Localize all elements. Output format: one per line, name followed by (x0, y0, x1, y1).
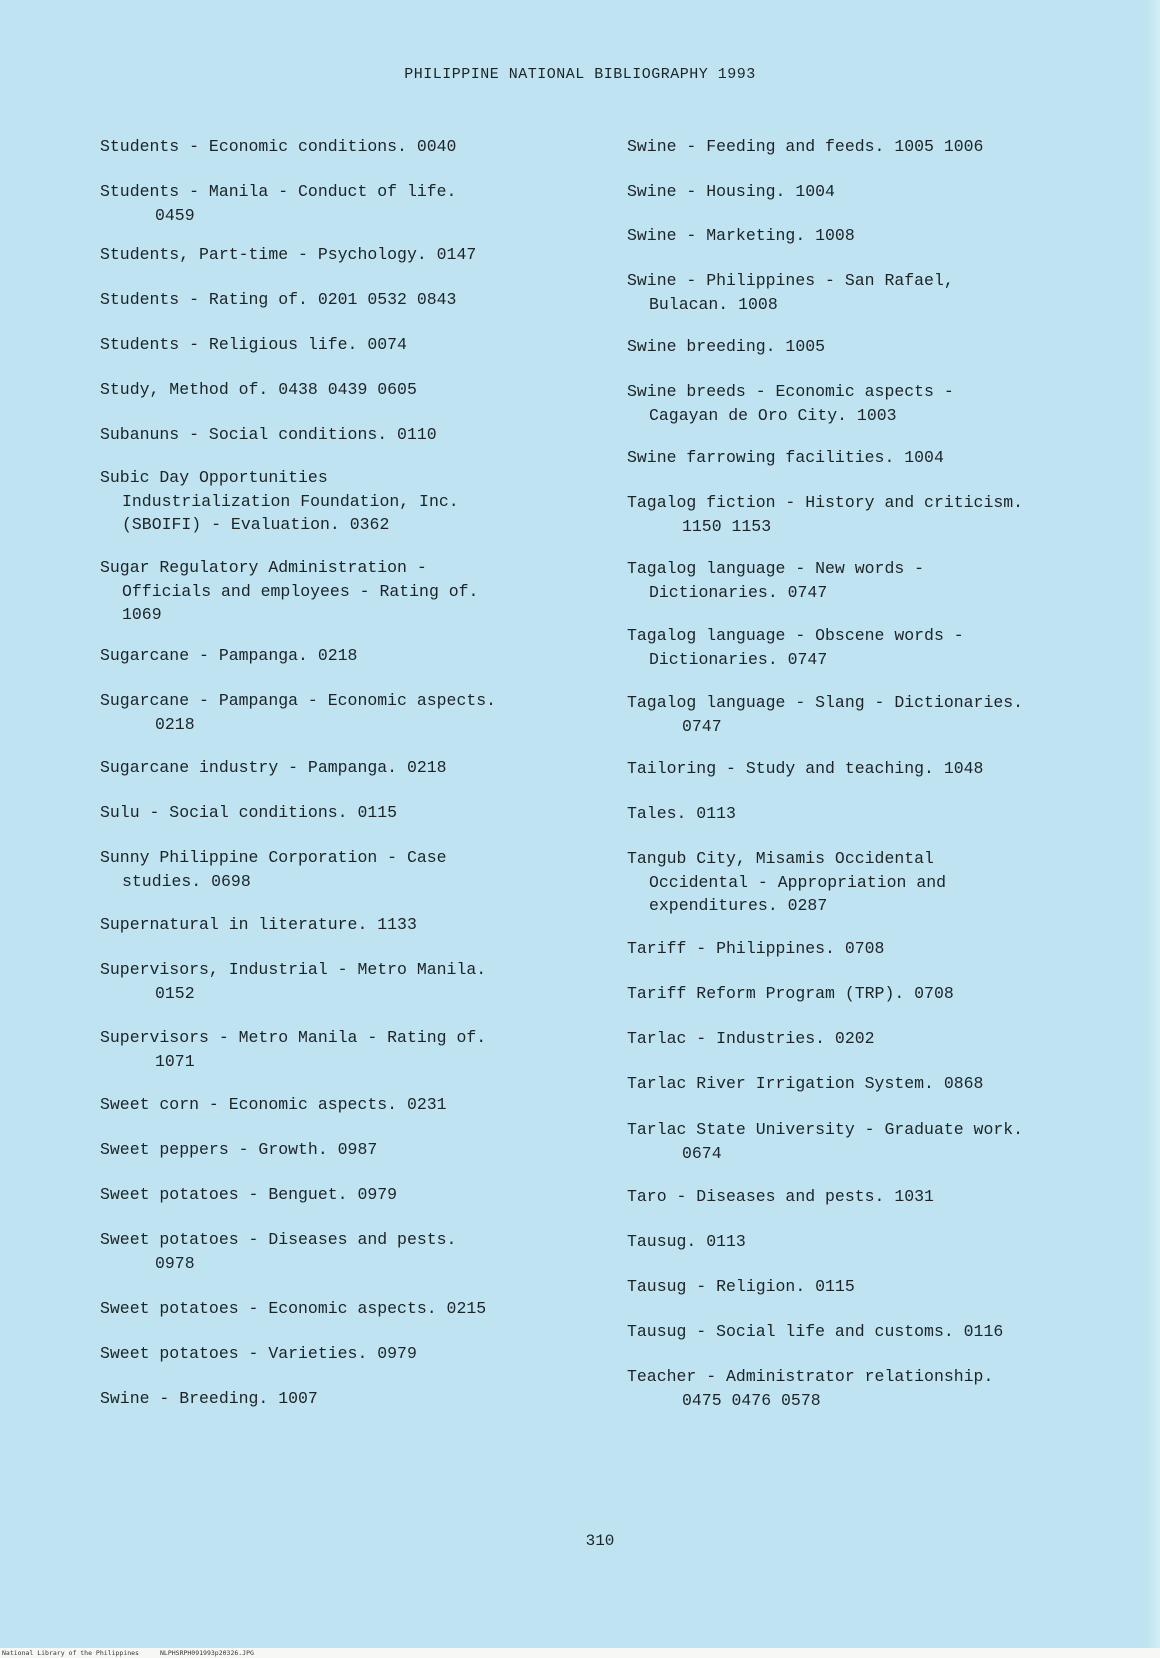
index-entry (100, 1138, 377, 1162)
entry-continuation: 0674 (682, 1143, 722, 1163)
entry-heading: Sugarcane - Pampanga. 0218 (100, 646, 358, 665)
index-entry (100, 180, 456, 227)
index-entry (627, 847, 946, 918)
entry-heading: Sweet potatoes - Economic aspects. 0215 (100, 1299, 487, 1318)
index-entry (627, 691, 1023, 738)
file-code: NLPHSRPH091993p20326.JPG (160, 1649, 254, 1657)
entry-continuation: 1071 (155, 1051, 195, 1071)
entry-heading: Students - Religious life. 0074 (100, 335, 407, 354)
entry-continuation: 1069 (122, 605, 162, 624)
index-entry (627, 491, 1023, 538)
library-credit: National Library of the Philippines (2, 1649, 139, 1657)
index-entry (627, 757, 983, 781)
entry-heading: Tausug - Social life and customs. 0116 (627, 1322, 1004, 1341)
entry-heading: Sugarcane industry - Pampanga. 0218 (100, 758, 447, 777)
entry-heading: Sweet potatoes - Varieties. 0979 (100, 1344, 417, 1363)
index-entry (100, 689, 496, 736)
index-entry (627, 802, 736, 826)
entry-heading: Students - Rating of. 0201 0532 0843 (100, 290, 457, 309)
entry-heading: Tagalog fiction - History and criticism. (627, 493, 1024, 512)
entry-heading: Swine - Housing. 1004 (627, 182, 835, 201)
entry-continuation: 0747 (682, 716, 722, 736)
entry-heading: Tangub City, Misamis Occidental (627, 849, 934, 868)
entry-heading: Sweet potatoes - Diseases and pests. (100, 1230, 457, 1249)
page-number: 310 (585, 1532, 615, 1550)
index-entry (100, 1026, 486, 1073)
index-entry (100, 423, 437, 447)
index-entry (100, 288, 456, 312)
entry-heading: Tales. 0113 (627, 804, 736, 823)
entry-continuation: 0459 (155, 205, 195, 225)
index-entry (100, 466, 459, 537)
entry-heading: Swine - Feeding and feeds. 1005 1006 (627, 137, 984, 156)
entry-heading: Swine farrowing facilities. 1004 (627, 448, 944, 467)
entry-heading: Tausug. 0113 (627, 1232, 746, 1251)
entry-heading: Teacher - Administrator relationship. (627, 1367, 994, 1386)
entry-heading: Tailoring - Study and teaching. 1048 (627, 759, 984, 778)
entry-heading: Taro - Diseases and pests. 1031 (627, 1187, 934, 1206)
entry-heading: Swine - Breeding. 1007 (100, 1389, 318, 1408)
index-entry (627, 1027, 875, 1051)
index-entry (100, 846, 447, 893)
entry-continuation: 0152 (155, 983, 195, 1003)
entry-heading: Tausug - Religion. 0115 (627, 1277, 855, 1296)
entry-heading: Swine - Philippines - San Rafael, (627, 271, 954, 290)
index-entry (627, 624, 964, 671)
index-entry (100, 1387, 318, 1411)
entry-heading: Tarlac - Industries. 0202 (627, 1029, 875, 1048)
entry-heading: Sweet peppers - Growth. 0987 (100, 1140, 378, 1159)
entry-heading: Tagalog language - New words - (627, 559, 925, 578)
entry-heading: Swine - Marketing. 1008 (627, 226, 855, 245)
entry-continuation: 1150 1153 (682, 516, 772, 536)
scan-footer (0, 1648, 1160, 1658)
index-entry (100, 958, 486, 1005)
entry-heading: Tarlac River Irrigation System. 0868 (627, 1074, 984, 1093)
index-entry (627, 180, 835, 204)
entry-heading: Sugar Regulatory Administration - (100, 558, 427, 577)
index-entry (100, 913, 417, 937)
index-entry (100, 1183, 397, 1207)
index-entry (627, 1072, 983, 1096)
index-entry (100, 644, 357, 668)
running-title: PHILIPPINE NATIONAL BIBLIOGRAPHY 1993 (404, 66, 756, 83)
index-entry (100, 1342, 417, 1366)
entry-continuation: Officials and employees - Rating of. (122, 581, 479, 601)
entry-heading: Swine breeding. 1005 (627, 337, 826, 356)
index-entry (100, 1093, 447, 1117)
index-entry (627, 937, 884, 961)
entry-continuation: (SBOIFI) - Evaluation. 0362 (122, 515, 390, 534)
index-entry (627, 1275, 855, 1299)
entry-heading: Subic Day Opportunities (100, 468, 328, 487)
entry-continuation: Dictionaries. 0747 (649, 582, 828, 602)
index-entry (627, 269, 954, 316)
index-entry (627, 224, 855, 248)
entry-continuation: 0475 0476 0578 (682, 1390, 821, 1410)
index-entry (627, 557, 924, 604)
index-entry (627, 380, 954, 427)
entry-heading: Tagalog language - Slang - Dictionaries. (627, 693, 1024, 712)
index-entry (100, 556, 478, 627)
entry-heading: Sulu - Social conditions. 0115 (100, 803, 398, 822)
entry-heading: Tariff Reform Program (TRP). 0708 (627, 984, 954, 1003)
entry-heading: Supervisors, Industrial - Metro Manila. (100, 960, 487, 979)
entry-heading: Students - Manila - Conduct of life. (100, 182, 457, 201)
entry-continuation: Cagayan de Oro City. 1003 (649, 405, 897, 425)
entry-heading: Sweet corn - Economic aspects. 0231 (100, 1095, 447, 1114)
entry-heading: Supernatural in literature. 1133 (100, 915, 417, 934)
entry-continuation: Industrialization Foundation, Inc. (122, 491, 459, 511)
index-entry (100, 756, 447, 780)
entry-heading: Tagalog language - Obscene words - (627, 626, 964, 645)
index-entry (100, 1228, 456, 1275)
index-entry (627, 1185, 934, 1209)
index-entry (100, 243, 476, 267)
index-entry (627, 446, 944, 470)
index-entry (627, 1118, 1023, 1165)
entry-continuation: Bulacan. 1008 (649, 294, 778, 314)
entry-continuation: 0978 (155, 1253, 195, 1273)
index-entry (627, 335, 825, 359)
entry-heading: Sunny Philippine Corporation - Case (100, 848, 447, 867)
entry-heading: Tariff - Philippines. 0708 (627, 939, 885, 958)
page-edge-shadow (1146, 0, 1160, 1658)
entry-heading: Subanuns - Social conditions. 0110 (100, 425, 437, 444)
entry-heading: Tarlac State University - Graduate work. (627, 1120, 1024, 1139)
entry-heading: Students, Part-time - Psychology. 0147 (100, 245, 477, 264)
index-entry (100, 135, 456, 159)
entry-continuation: 0218 (155, 714, 195, 734)
index-entry (100, 801, 397, 825)
entry-heading: Swine breeds - Economic aspects - (627, 382, 954, 401)
entry-continuation: Dictionaries. 0747 (649, 649, 828, 669)
entry-heading: Study, Method of. 0438 0439 0605 (100, 380, 417, 399)
index-entry (100, 1297, 486, 1321)
entry-continuation: expenditures. 0287 (649, 896, 828, 915)
entry-heading: Supervisors - Metro Manila - Rating of. (100, 1028, 487, 1047)
entry-heading: Sweet potatoes - Benguet. 0979 (100, 1185, 398, 1204)
index-entry (100, 333, 407, 357)
entry-continuation: studies. 0698 (122, 871, 251, 891)
index-entry (627, 1230, 746, 1254)
index-entry (627, 135, 983, 159)
entry-continuation: Occidental - Appropriation and (649, 872, 947, 892)
entry-heading: Sugarcane - Pampanga - Economic aspects. (100, 691, 497, 710)
index-entry (100, 378, 417, 402)
index-entry (627, 1320, 1003, 1344)
index-entry (627, 1365, 993, 1412)
index-entry (627, 982, 954, 1006)
entry-heading: Students - Economic conditions. 0040 (100, 137, 457, 156)
